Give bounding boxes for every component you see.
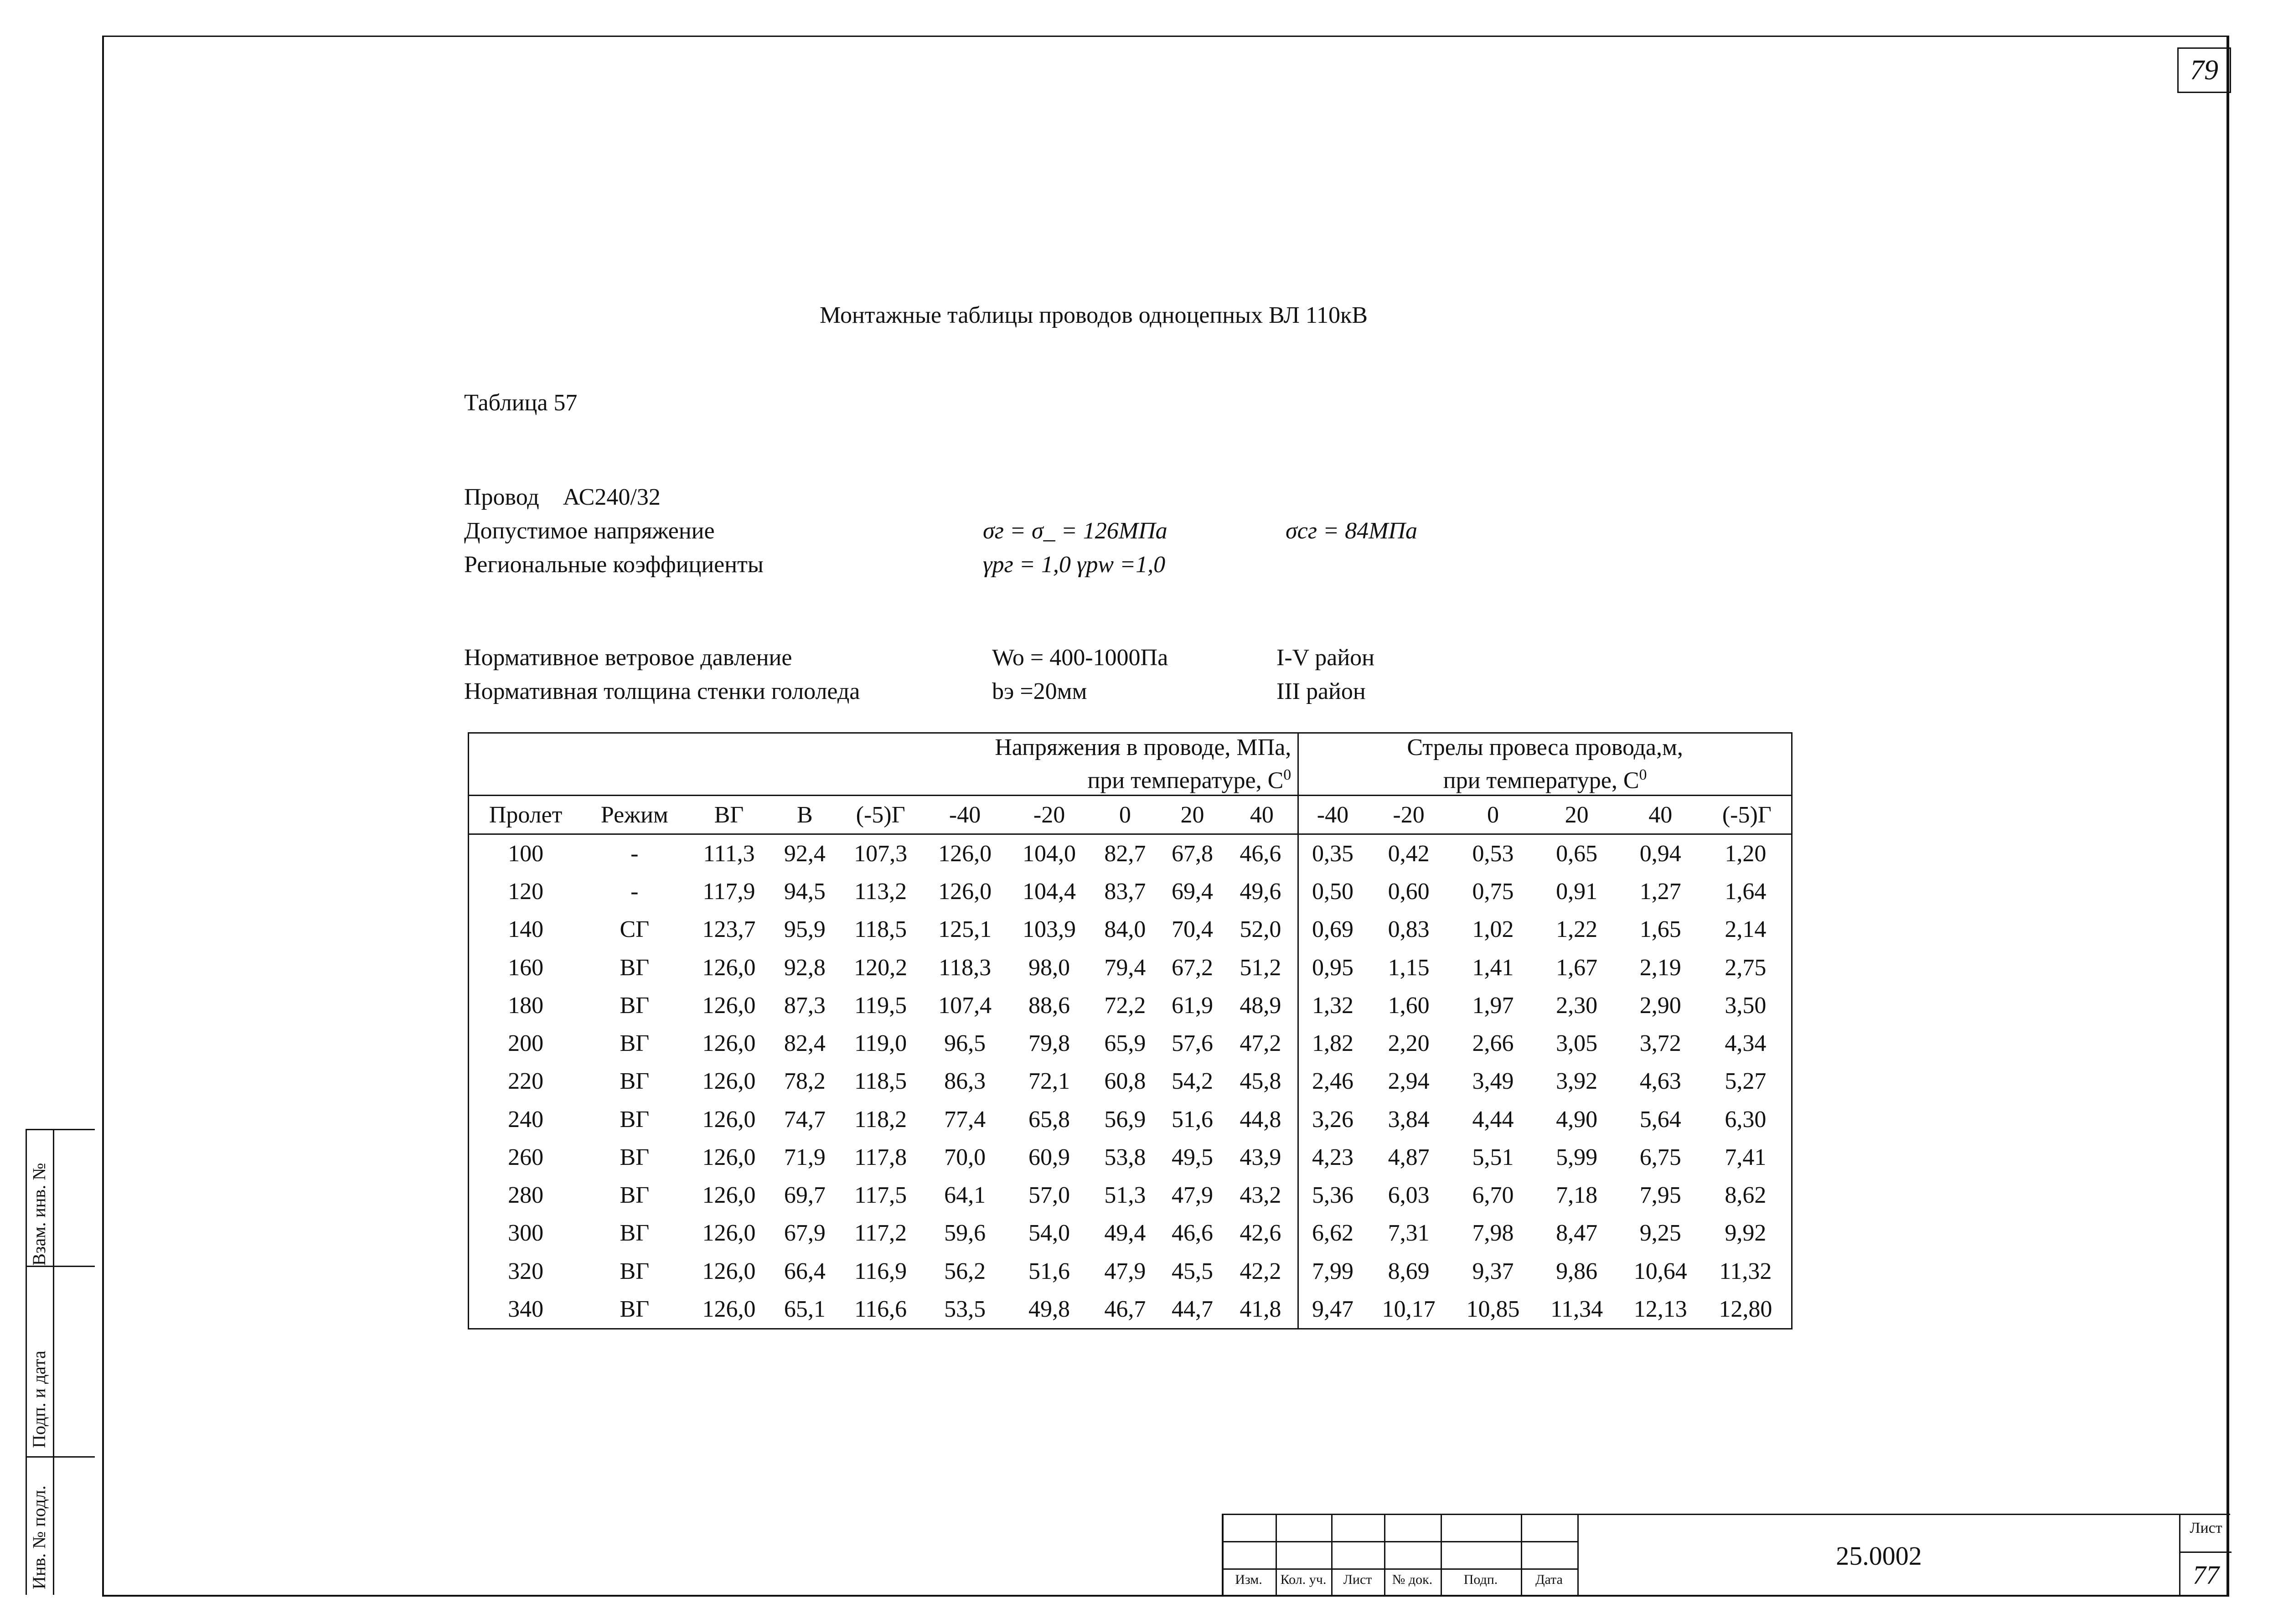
table-cell: 0,83: [1388, 916, 1430, 943]
strip-divider: [53, 1129, 54, 1595]
table-cell: 107,3: [854, 840, 908, 867]
stamp-label-change: Изм.: [1235, 1572, 1262, 1587]
table-cell: 7,98: [1472, 1220, 1514, 1246]
table-cell: 57,6: [1172, 1030, 1214, 1057]
column-header: 20: [1159, 796, 1226, 834]
table-column-header: [469, 796, 1792, 834]
regional-label: Региональные коэффициенты: [464, 552, 764, 578]
table-cell: 1,82: [1298, 1024, 1367, 1062]
table-cell: 126,0: [702, 1030, 756, 1057]
wire-value: АС240/32: [563, 484, 661, 510]
table-cell: 0,94: [1639, 840, 1681, 867]
table-cell: 77,4: [944, 1106, 986, 1133]
table-cell: 60,8: [1104, 1068, 1146, 1095]
table-cell: -: [630, 840, 639, 867]
table-cell: 67,8: [1172, 840, 1214, 867]
stamp-line: [1222, 1514, 1577, 1515]
table-cell: 94,5: [784, 879, 826, 905]
table-cell: 7,95: [1639, 1182, 1681, 1209]
table-cell: 10,17: [1382, 1296, 1436, 1322]
norm-regions: [1276, 641, 1374, 709]
wind-value: Wo = 400-1000Па: [992, 645, 1168, 671]
table-cell: 116,9: [854, 1258, 907, 1284]
table-cell: 67,9: [784, 1220, 826, 1246]
table-cell: 320: [508, 1258, 544, 1284]
table-cell: 98,0: [1028, 954, 1070, 981]
table-cell: 45,8: [1240, 1068, 1281, 1095]
table-cell: 126,0: [702, 1220, 756, 1246]
table-cell: 65,1: [784, 1296, 826, 1322]
table-cell: 126,0: [938, 840, 992, 867]
column-header: 40: [1618, 796, 1703, 834]
table-cell: ВГ: [620, 1258, 650, 1284]
stamp-label-sheet: Лист: [1343, 1572, 1372, 1587]
allowable-avg: σcг = 84МПа: [1286, 518, 1417, 544]
table-label: Таблица 57: [464, 390, 578, 416]
table-cell: 0,53: [1472, 840, 1514, 867]
table-cell: 125,1: [938, 916, 992, 943]
table-cell: 126,0: [702, 1144, 756, 1170]
table-cell: 47,9: [1172, 1182, 1214, 1209]
table-cell: 180: [508, 992, 544, 1019]
table-cell: 61,9: [1172, 992, 1214, 1019]
table-cell: 120,2: [854, 954, 908, 981]
sag-group-text: при температуре, С: [1443, 767, 1639, 794]
table-cell: 46,6: [1172, 1220, 1214, 1246]
table-cell: 1,22: [1556, 916, 1598, 943]
table-row: [469, 873, 1792, 910]
table-cell: 52,0: [1240, 916, 1281, 943]
table-cell: 117,8: [854, 1144, 907, 1170]
table-cell: 88,6: [1028, 992, 1070, 1019]
ice-label: Нормативная толщина стенки гололеда: [464, 678, 860, 704]
table-cell: 126,0: [938, 879, 992, 905]
table-cell: 86,3: [944, 1068, 986, 1095]
table-cell: 300: [508, 1220, 544, 1246]
table-cell: 1,20: [1725, 840, 1767, 867]
stamp-line: [1222, 1568, 1577, 1570]
table-cell: 12,13: [1633, 1296, 1687, 1322]
stamp-line: [1222, 1541, 1577, 1542]
table-cell: 240: [508, 1106, 544, 1133]
table-cell: 69,4: [1172, 879, 1214, 905]
strip-label-signature: Подп. и дата: [29, 1350, 49, 1448]
table-row: [469, 1062, 1792, 1100]
table-cell: 44,7: [1172, 1296, 1214, 1322]
table-cell: 41,8: [1240, 1296, 1281, 1322]
table-cell: 8,47: [1556, 1220, 1598, 1246]
table-cell: 43,2: [1240, 1182, 1281, 1209]
sag-group-line1: Стрелы провеса провода,м,: [1407, 734, 1683, 761]
stamp-label-count: Кол. уч.: [1280, 1572, 1327, 1587]
table-cell: 260: [508, 1144, 544, 1170]
strip-line: [26, 1266, 95, 1267]
table-cell: 7,99: [1298, 1252, 1367, 1290]
table-cell: 10,85: [1466, 1296, 1520, 1322]
table-cell: ВГ: [620, 1296, 650, 1322]
table-cell: 12,80: [1719, 1296, 1772, 1322]
column-header: ВГ: [687, 796, 771, 834]
table-cell: 2,20: [1388, 1030, 1430, 1057]
table-cell: 5,64: [1639, 1106, 1681, 1133]
column-header: -40: [1298, 796, 1367, 834]
column-header: 40: [1226, 796, 1298, 834]
column-header: 20: [1535, 796, 1618, 834]
table-cell: 111,3: [703, 840, 755, 867]
norm-labels: [464, 641, 860, 709]
table-cell: 49,8: [1028, 1296, 1070, 1322]
table-cell: 6,70: [1472, 1182, 1514, 1209]
table-cell: 57,0: [1028, 1182, 1070, 1209]
table-cell: 2,46: [1298, 1062, 1367, 1100]
table-cell: 60,9: [1028, 1144, 1070, 1170]
table-cell: 118,2: [854, 1106, 907, 1133]
column-header: В: [771, 796, 838, 834]
table-cell: 95,9: [784, 916, 826, 943]
norm-values: [992, 641, 1168, 709]
table-cell: 78,2: [784, 1068, 826, 1095]
table-row: [469, 1138, 1792, 1176]
table-cell: 70,4: [1172, 916, 1214, 943]
table-cell: 59,6: [944, 1220, 986, 1246]
table-cell: 5,36: [1298, 1176, 1367, 1214]
table-cell: 51,2: [1240, 954, 1281, 981]
table-cell: 120: [508, 879, 544, 905]
table-cell: 6,75: [1639, 1144, 1681, 1170]
table-cell: 117,5: [854, 1182, 907, 1209]
degree-sup: 0: [1639, 766, 1647, 784]
table-cell: 9,37: [1472, 1258, 1514, 1284]
table-cell: 56,9: [1104, 1106, 1146, 1133]
table-cell: 2,90: [1639, 992, 1681, 1019]
table-cell: 126,0: [702, 1068, 756, 1095]
table-cell: 1,60: [1388, 992, 1430, 1019]
table-cell: 126,0: [702, 1182, 756, 1209]
table-cell: 92,4: [784, 840, 826, 867]
table-cell: 118,5: [854, 916, 907, 943]
table-cell: 103,9: [1023, 916, 1076, 943]
table-cell: 126,0: [702, 1296, 756, 1322]
table-cell: 0,35: [1298, 834, 1367, 873]
table-cell: 118,5: [854, 1068, 907, 1095]
table-cell: 2,66: [1472, 1030, 1514, 1057]
table-cell: 70,0: [944, 1144, 986, 1170]
sheet-label: Лист: [2190, 1520, 2222, 1536]
table-cell: 1,15: [1388, 954, 1430, 981]
table-cell: 0,69: [1298, 910, 1367, 948]
table-cell: 84,0: [1104, 916, 1146, 943]
table-cell: 44,8: [1240, 1106, 1281, 1133]
table-cell: 0,65: [1556, 840, 1598, 867]
table-cell: 9,47: [1298, 1290, 1367, 1329]
table-row: [469, 1214, 1792, 1252]
table-cell: 66,4: [784, 1258, 826, 1284]
table-cell: 74,7: [784, 1106, 826, 1133]
table-cell: 2,19: [1639, 954, 1681, 981]
table-cell: 43,9: [1240, 1144, 1281, 1170]
column-header: -20: [1367, 796, 1451, 834]
table-cell: 123,7: [702, 916, 756, 943]
table-cell: 45,5: [1172, 1258, 1214, 1284]
table-cell: 49,6: [1240, 879, 1281, 905]
table-cell: 4,90: [1556, 1106, 1598, 1133]
table-cell: 83,7: [1104, 879, 1146, 905]
table-cell: 53,5: [944, 1296, 986, 1322]
table-row: [469, 1100, 1792, 1138]
table-cell: 126,0: [702, 992, 756, 1019]
table-cell: 47,9: [1104, 1258, 1146, 1284]
table-cell: 10,64: [1633, 1258, 1687, 1284]
stress-group-line1: Напряжения в проводе, МПа,: [995, 734, 1291, 761]
stamp-label-signature: Подп.: [1463, 1572, 1498, 1587]
table-cell: 72,1: [1028, 1068, 1070, 1095]
degree-sup: 0: [1283, 766, 1291, 784]
table-cell: 1,02: [1472, 916, 1514, 943]
table-cell: 117,9: [703, 879, 755, 905]
table-cell: 87,3: [784, 992, 826, 1019]
table-cell: 6,03: [1388, 1182, 1430, 1209]
table-cell: ВГ: [620, 1144, 650, 1170]
column-header: (-5)Г: [1703, 796, 1792, 834]
table-cell: 7,41: [1725, 1144, 1767, 1170]
table-cell: 96,5: [944, 1030, 986, 1057]
table-cell: 6,30: [1725, 1106, 1767, 1133]
table-cell: 54,0: [1028, 1220, 1070, 1246]
column-header: 0: [1451, 796, 1535, 834]
strip-line: [26, 1456, 95, 1458]
column-header: (-5)Г: [838, 796, 923, 834]
table-cell: 1,65: [1639, 916, 1681, 943]
table-row: [469, 834, 1792, 873]
table-cell: 0,91: [1556, 879, 1598, 905]
table-cell: 3,72: [1639, 1030, 1681, 1057]
table-cell: 69,7: [784, 1182, 826, 1209]
table-cell: -: [630, 879, 639, 905]
table-row: [469, 1252, 1792, 1290]
table-cell: 79,4: [1104, 954, 1146, 981]
title-block: [1222, 1514, 2230, 1597]
table-cell: ВГ: [620, 1068, 650, 1095]
table-cell: 160: [508, 954, 544, 981]
table-cell: 79,8: [1028, 1030, 1070, 1057]
table-cell: ВГ: [620, 1182, 650, 1209]
strip-label-inventory: Инв. № подл.: [29, 1485, 49, 1589]
table-cell: 1,27: [1639, 879, 1681, 905]
ice-region: III район: [1276, 678, 1366, 704]
table-cell: 8,69: [1388, 1258, 1430, 1284]
table-cell: 118,3: [939, 954, 992, 981]
table-cell: 0,75: [1472, 879, 1514, 905]
allowable-formula: σг = σ_ = 126МПа: [983, 518, 1167, 544]
table-cell: СГ: [620, 916, 650, 943]
table-cell: 82,7: [1104, 840, 1146, 867]
table-cell: 119,0: [854, 1030, 907, 1057]
table-cell: 0,50: [1298, 873, 1367, 910]
table-cell: 7,18: [1556, 1182, 1598, 1209]
table-cell: 46,6: [1240, 840, 1281, 867]
table-cell: 5,99: [1556, 1144, 1598, 1170]
table-cell: 9,25: [1639, 1220, 1681, 1246]
table-cell: 47,2: [1240, 1030, 1281, 1057]
table-row: [469, 1024, 1792, 1062]
table-cell: 104,4: [1023, 879, 1076, 905]
table-cell: 82,4: [784, 1030, 826, 1057]
table-cell: 51,3: [1104, 1182, 1146, 1209]
table-cell: 49,5: [1172, 1144, 1214, 1170]
table-cell: 4,23: [1298, 1138, 1367, 1176]
table-cell: 42,6: [1240, 1220, 1281, 1246]
table-cell: 51,6: [1172, 1106, 1214, 1133]
table-cell: 3,49: [1472, 1068, 1514, 1095]
table-cell: ВГ: [620, 1106, 650, 1133]
sag-group-header: [1298, 733, 1792, 796]
table-cell: 11,34: [1550, 1296, 1603, 1322]
column-header: 0: [1091, 796, 1159, 834]
params-labels: [464, 481, 764, 582]
table-cell: ВГ: [620, 954, 650, 981]
table-cell: 11,32: [1719, 1258, 1772, 1284]
column-header: Режим: [582, 796, 687, 834]
table-cell: 140: [508, 916, 544, 943]
table-cell: 49,4: [1104, 1220, 1146, 1246]
table-cell: 1,64: [1725, 879, 1767, 905]
table-row: [469, 1290, 1792, 1329]
table-cell: 54,2: [1172, 1068, 1214, 1095]
table-cell: 9,92: [1725, 1220, 1767, 1246]
binding-strip: [26, 1129, 95, 1595]
table-cell: ВГ: [620, 992, 650, 1019]
table-cell: 5,51: [1472, 1144, 1514, 1170]
table-cell: 4,63: [1639, 1068, 1681, 1095]
stamp-label-date: Дата: [1535, 1572, 1563, 1587]
table-cell: 1,67: [1556, 954, 1598, 981]
table-cell: 64,1: [944, 1182, 986, 1209]
table-cell: 107,4: [938, 992, 992, 1019]
table-cell: 104,0: [1023, 840, 1076, 867]
column-header: Пролет: [469, 796, 583, 834]
allowable-label: Допустимое напряжение: [464, 518, 715, 544]
sheet-box: [2179, 1514, 2230, 1597]
table-cell: 71,9: [784, 1144, 826, 1170]
table-row: [469, 910, 1792, 948]
table-cell: 126,0: [702, 1258, 756, 1284]
column-header: -20: [1007, 796, 1091, 834]
stress-group-text: при температуре, С: [1087, 767, 1284, 794]
table-cell: 67,2: [1172, 954, 1214, 981]
table-cell: 2,14: [1725, 916, 1767, 943]
wind-region: I-V район: [1276, 645, 1374, 671]
sheet-number: 77: [2180, 1552, 2232, 1597]
table-cell: 4,87: [1388, 1144, 1430, 1170]
table-cell: 9,86: [1556, 1258, 1598, 1284]
table-cell: 48,9: [1240, 992, 1281, 1019]
table-cell: ВГ: [620, 1220, 650, 1246]
table-cell: 2,75: [1725, 954, 1767, 981]
table-cell: 4,34: [1725, 1030, 1767, 1057]
stamp-label-docno: № док.: [1392, 1572, 1433, 1587]
table-cell: 200: [508, 1030, 544, 1057]
table-cell: 2,30: [1556, 992, 1598, 1019]
table-cell: 126,0: [702, 954, 756, 981]
table-cell: 0,60: [1388, 879, 1430, 905]
table-cell: 8,62: [1725, 1182, 1767, 1209]
mounting-table: [468, 732, 1793, 1329]
corner-sheet-number: 79: [2177, 47, 2231, 93]
table-cell: 3,84: [1388, 1106, 1430, 1133]
table-cell: 3,26: [1298, 1100, 1367, 1138]
table-cell: 6,62: [1298, 1214, 1367, 1252]
column-header: -40: [923, 796, 1007, 834]
table-cell: 116,6: [854, 1296, 907, 1322]
ice-value: bэ =20мм: [992, 678, 1087, 704]
table-cell: 65,8: [1028, 1106, 1070, 1133]
table-cell: ВГ: [620, 1030, 650, 1057]
table-cell: 4,44: [1472, 1106, 1514, 1133]
page-title: Монтажные таблицы проводов одноцепных ВЛ 110кВ: [820, 302, 1368, 328]
table-cell: 0,42: [1388, 840, 1430, 867]
table-cell: 5,27: [1725, 1068, 1767, 1095]
table-row: [469, 948, 1792, 986]
table-cell: 100: [508, 840, 544, 867]
table-cell: 1,41: [1472, 954, 1514, 981]
table-cell: 1,32: [1298, 987, 1367, 1024]
table-cell: 53,8: [1104, 1144, 1146, 1170]
table-cell: 126,0: [702, 1106, 756, 1133]
table-cell: 280: [508, 1182, 544, 1209]
table-cell: 3,92: [1556, 1068, 1598, 1095]
table-cell: 42,2: [1240, 1258, 1281, 1284]
table-cell: 2,94: [1388, 1068, 1430, 1095]
table-cell: 46,7: [1104, 1296, 1146, 1322]
table-cell: 3,05: [1556, 1030, 1598, 1057]
table-cell: 56,2: [944, 1258, 986, 1284]
table-row: [469, 1176, 1792, 1214]
document-number: 25.0002: [1577, 1514, 2179, 1597]
table-group-header: [469, 733, 1792, 796]
stress-group-line2: [472, 761, 1291, 794]
stress-group-header: [469, 733, 1298, 796]
sag-group-line2: [1302, 761, 1788, 794]
table-cell: 51,6: [1028, 1258, 1070, 1284]
strip-label-replacement: Взам. инв. №: [29, 1163, 49, 1266]
table-cell: 1,97: [1472, 992, 1514, 1019]
table-cell: 3,50: [1725, 992, 1767, 1019]
wind-label: Нормативное ветровое давление: [464, 645, 792, 671]
table-cell: 113,2: [854, 879, 907, 905]
table-cell: 340: [508, 1296, 544, 1322]
regional-values: γpг = 1,0 γpw =1,0: [983, 552, 1166, 578]
table-cell: 117,2: [854, 1220, 907, 1246]
table-cell: 7,31: [1388, 1220, 1430, 1246]
wire-label: Провод: [464, 484, 539, 510]
table-cell: 0,95: [1298, 948, 1367, 986]
table-row: [469, 987, 1792, 1024]
table-cell: 119,5: [854, 992, 907, 1019]
table-cell: 220: [508, 1068, 544, 1095]
table-cell: 72,2: [1104, 992, 1146, 1019]
table-cell: 92,8: [784, 954, 826, 981]
table-cell: 65,9: [1104, 1030, 1146, 1057]
